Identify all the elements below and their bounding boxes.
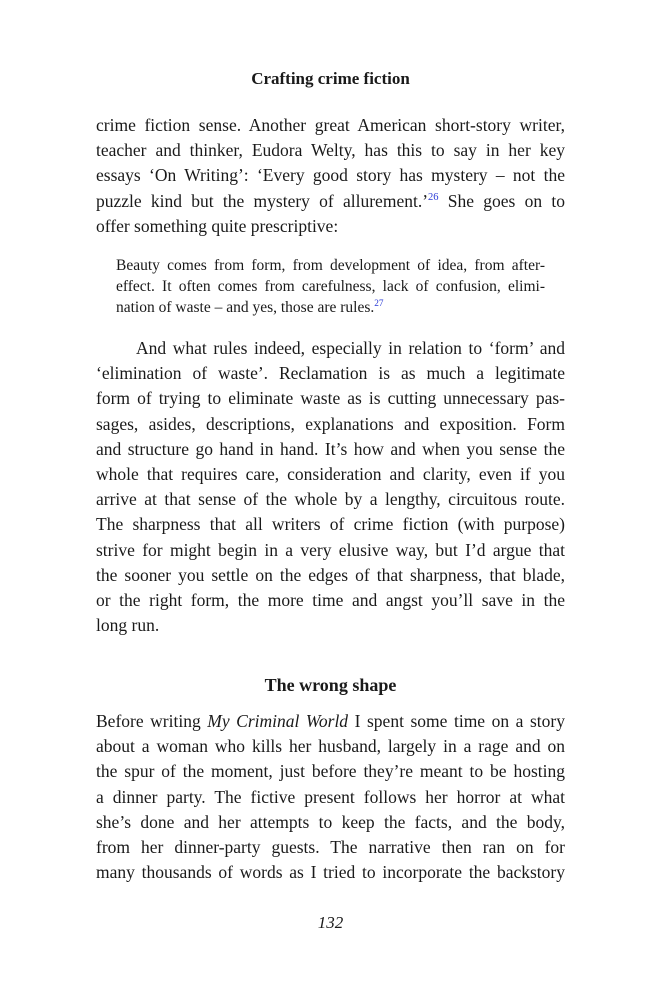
paragraph-line: crime fiction sense. Another great American short-story writer, — [96, 115, 565, 135]
section-heading: The wrong shape — [264, 675, 397, 695]
paragraph-line: form of trying to eliminate waste as is cutting unnecessary pas- — [96, 388, 565, 409]
quote-line: effect. It often comes from carefulness, lack of confusion, elimi- — [116, 278, 545, 295]
paragraph-line: sages, asides, descriptions, explanations and exposition. Form — [96, 413, 565, 434]
line-text: nation of waste – and yes, those are rules. — [116, 299, 375, 316]
footnote-marker-26[interactable]: 26 — [428, 191, 439, 203]
paragraph-3 — [96, 709, 565, 885]
paragraph-line: essays ‘On Writing’: ‘Every good story has mystery – not the — [96, 165, 565, 186]
paragraph-2 — [96, 336, 565, 638]
paragraph-line: and structure go hand in hand. It’s how and when you sense the — [96, 438, 565, 459]
line-text: Before writing — [96, 711, 208, 731]
paragraph-line: the spur of the moment, just before they’re meant to be hosting — [96, 761, 565, 782]
quote-line — [116, 297, 545, 318]
paragraph-1 — [96, 113, 565, 239]
block-quote — [116, 255, 545, 318]
line-text: She goes on to — [438, 190, 565, 211]
running-head: Crafting crime fiction — [251, 69, 410, 88]
line-text: I spent some time on a story — [348, 711, 565, 731]
book-title-italic: My Criminal World — [207, 711, 349, 731]
paragraph-line — [96, 189, 565, 214]
paragraph-line — [96, 709, 565, 734]
paragraph-line: teacher and thinker, Eudora Welty, has this to say in her key — [96, 140, 565, 161]
paragraph-line: whole that requires care, consideration and clarity, even if you — [96, 464, 565, 485]
paragraph-line: about a woman who kills her husband, largely in a rage and on — [96, 736, 565, 757]
paragraph-line: strive for might begin in a very elusive way, but I’d argue that — [96, 539, 565, 560]
paragraph-line: The sharpness that all writers of crime fiction (with purpose) — [96, 514, 565, 535]
paragraph-line: from her dinner-party guests. The narrative then ran on for — [96, 837, 565, 858]
line-text: puzzle kind but the mystery of allurement.’ — [96, 190, 429, 211]
paragraph-line: And what rules indeed, especially in relation to ‘form’ and — [136, 338, 565, 358]
page-number: 132 — [317, 913, 344, 932]
paragraph-line: arrive at that sense of the whole by a lengthy, circuitous route. — [96, 489, 565, 510]
quote-line: Beauty comes from form, from development of idea, from after- — [116, 257, 545, 274]
paragraph-line: long run. — [96, 615, 160, 636]
paragraph-line: the sooner you settle on the edges of that sharpness, that blade, — [96, 564, 565, 585]
paragraph-line: offer something quite prescriptive: — [96, 215, 339, 236]
paragraph-line: or the right form, the more time and angst you’ll save in the — [96, 590, 565, 611]
paragraph-line: many thousands of words as I tried to incorporate the backstory — [96, 862, 565, 883]
paragraph-line: she’s done and her attempts to keep the facts, and the body, — [96, 811, 565, 832]
paragraph-line: ‘elimination of waste’. Reclamation is as much a legitimate — [96, 363, 565, 384]
footnote-marker-27[interactable]: 27 — [374, 298, 384, 309]
paragraph-line: a dinner party. The fictive present follows her horror at what — [96, 786, 565, 807]
